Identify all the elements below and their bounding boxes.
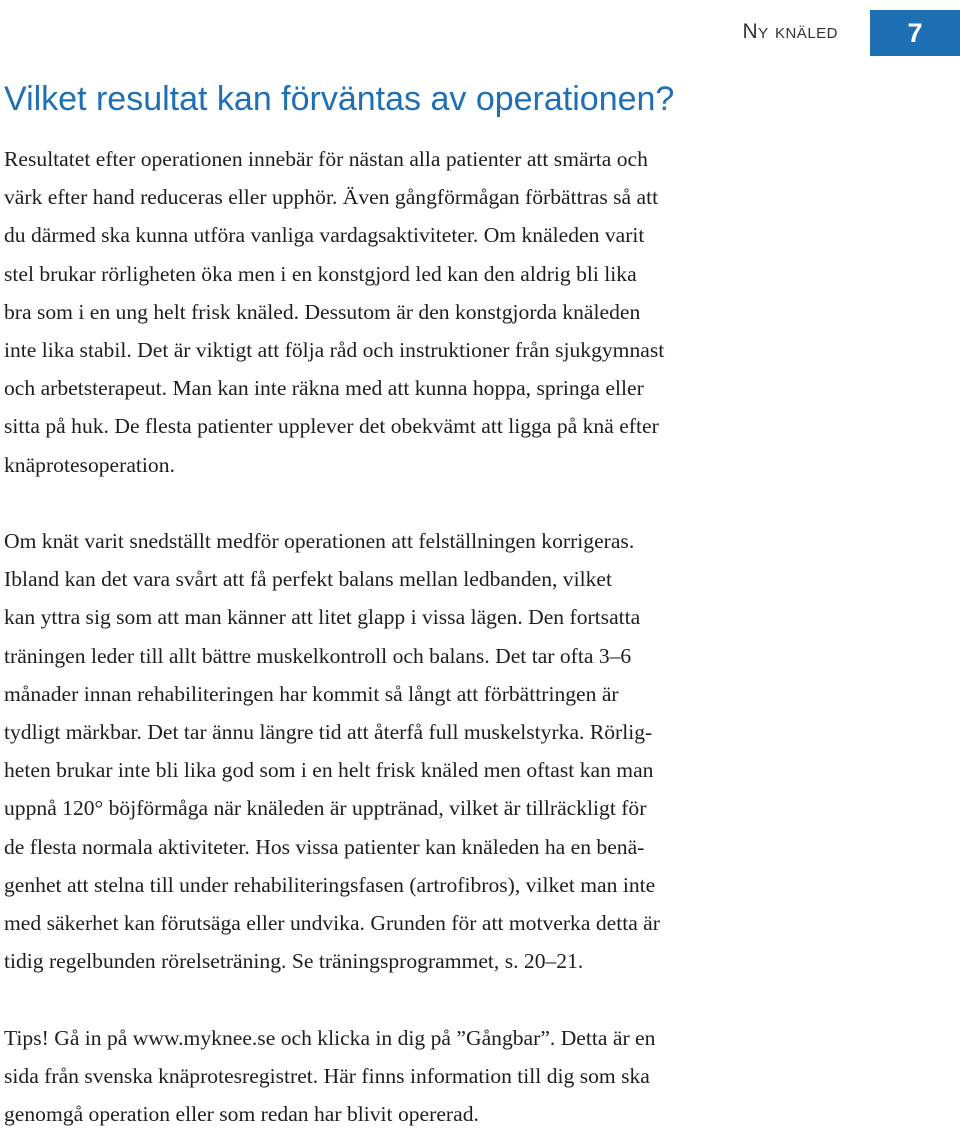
text-line: Tips! Gå in på www.myknee.se och klicka in dig på ”Gångbar”. Detta är en: [4, 1025, 656, 1050]
text-line: träningen leder till allt bättre muskelkontroll och balans. Det tar ofta 3–6: [4, 643, 632, 668]
text-line: tydligt märkbar. Det tar ännu längre tid att återfå full muskelstyrka. Rörlig-: [4, 720, 653, 745]
text-line: stel brukar rörligheten öka men i en konstgjord led kan den aldrig bli lika: [4, 261, 637, 286]
text-line: bra som i en ung helt frisk knäled. Dessutom är den konstgjorda knäleden: [4, 299, 641, 324]
page-number-badge: 7: [870, 10, 960, 56]
text-line: sida från svenska knäprotesregistret. Här finns information till dig som ska: [4, 1063, 650, 1088]
text-line: genomgå operation eller som redan har blivit opererad.: [4, 1102, 479, 1127]
text-line: tidig regelbunden rörelseträning. Se träningsprogrammet, s. 20–21.: [4, 949, 584, 974]
text-line: Ibland kan det vara svårt att få perfekt balans mellan ledbanden, vilket: [4, 567, 612, 592]
text-line: med säkerhet kan förutsäga eller undvika. Grunden för att motverka detta är: [4, 911, 660, 936]
paragraph-gap: [4, 484, 949, 522]
text-line: kan yttra sig som att man känner att litet glapp i vissa lägen. Den fortsatta: [4, 605, 641, 630]
text-line: genhet att stelna till under rehabiliteringsfasen (artrofibros), vilket man inte: [4, 872, 656, 897]
text-line: och arbetsterapeut. Man kan inte räkna med att kunna hoppa, springa eller: [4, 376, 644, 401]
text-line: du därmed ska kunna utföra vanliga vardagsaktiviteter. Om knäleden varit: [4, 223, 645, 248]
text-line: uppnå 120° böjförmåga när knäleden är upptränad, vilket är tillräckligt för: [4, 796, 647, 821]
paragraph-rehabilitation: [4, 522, 949, 980]
text-line: heten brukar inte bli lika god som i en helt frisk knäled men oftast kan man: [4, 758, 654, 783]
body-text: [4, 140, 949, 1133]
text-line: värk efter hand reduceras eller upphör. Även gångförmågan förbättras så att: [4, 185, 659, 210]
paragraph-gap: [4, 980, 949, 1018]
text-line: de flesta normala aktiviteter. Hos vissa patienter kan knäleden ha en benä-: [4, 834, 645, 859]
text-line: inte lika stabil. Det är viktigt att följa råd och instruktioner från sjukgymnast: [4, 338, 665, 363]
text-line: sitta på huk. De flesta patienter upplever det obekvämt att ligga på knä efter: [4, 414, 659, 439]
text-line: knäprotesoperation.: [4, 452, 175, 477]
text-line: månader innan rehabiliteringen har kommit så långt att förbättringen är: [4, 681, 619, 706]
running-head: Ny knäled: [742, 20, 838, 43]
text-line: Om knät varit snedställt medför operationen att felställningen korrigeras.: [4, 529, 635, 554]
text-line: Resultatet efter operationen innebär för nästan alla patienter att smärta och: [4, 147, 648, 171]
section-heading: Vilket resultat kan förväntas av operationen?: [4, 80, 675, 118]
paragraph-tips: [4, 1019, 949, 1133]
paragraph-results: [4, 140, 949, 484]
